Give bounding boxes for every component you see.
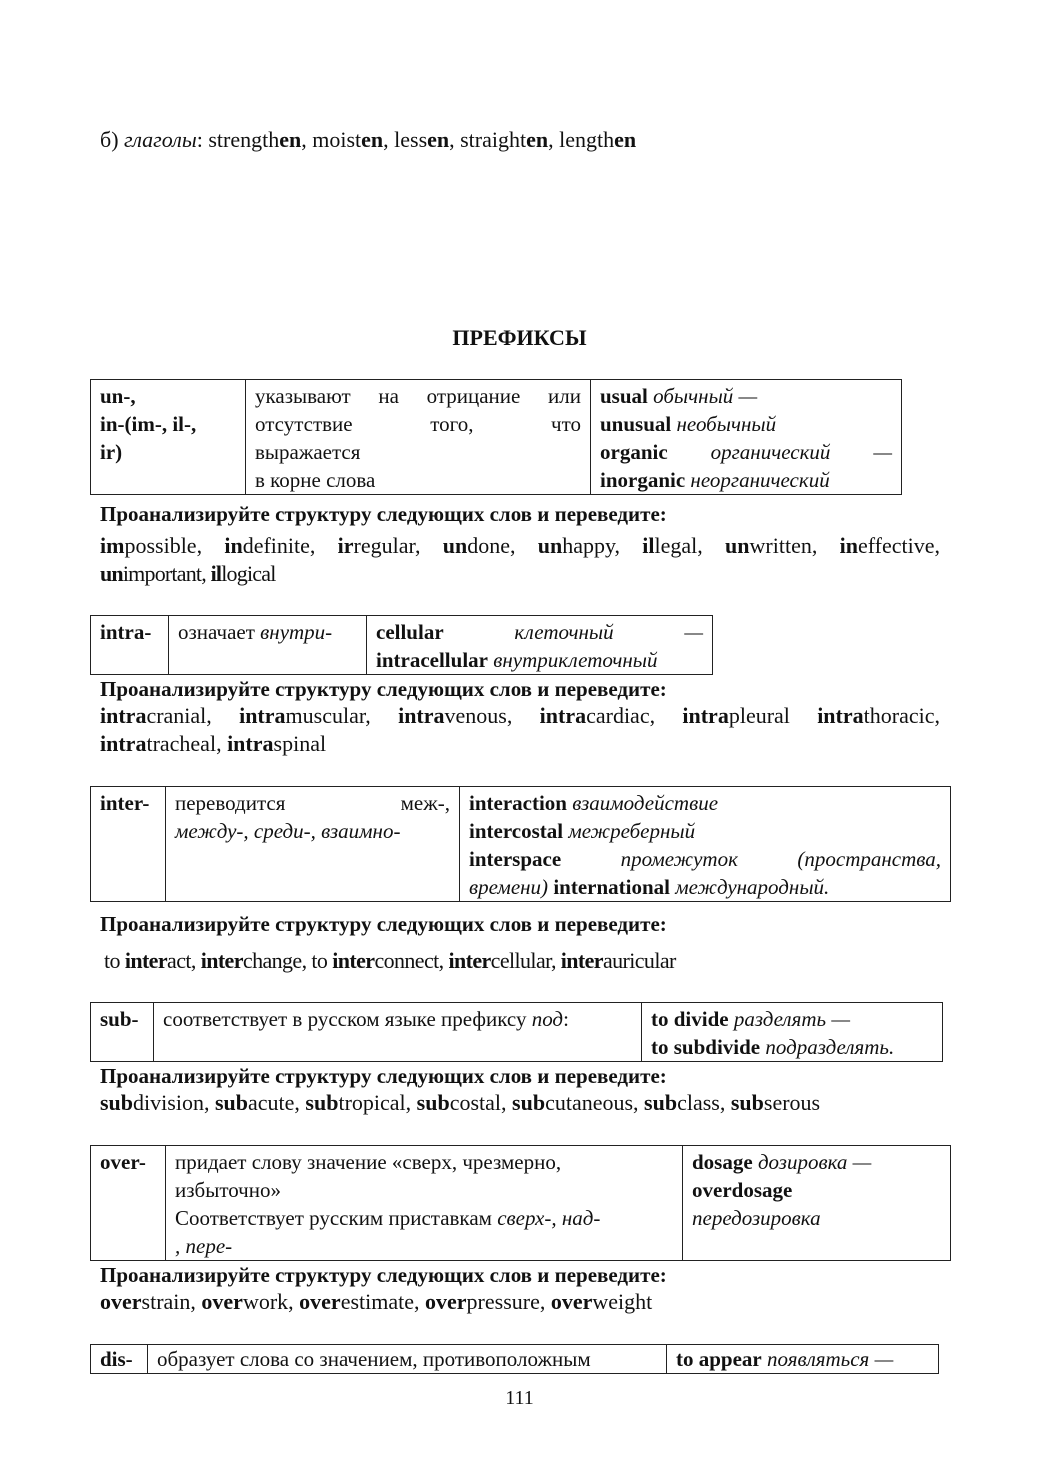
bold-fragment: usual [600,384,648,408]
text-line [175,1176,673,1204]
prefix-table-sub [90,1002,943,1062]
text-line [376,646,703,674]
text-fragment: pleural [728,703,818,728]
text-fragment: pressure, [466,1289,551,1314]
prefix-line: un-, [100,384,136,408]
bold-fragment: ir [337,533,354,558]
instruction-heading: Проанализируйте структуру следующих слов и переведите: [100,1064,667,1088]
intro-line [100,126,636,154]
bold-fragment: en [361,127,384,152]
bold-fragment: sub [305,1090,339,1115]
bold-fragment: sub [730,1090,764,1115]
prefix-cell: intra- [91,616,169,675]
examples-cell [367,616,713,675]
bold-fragment: intra [817,703,864,728]
bold-fragment: il [210,561,222,586]
examples-cell [683,1146,951,1261]
text-fragment: в корне слова [255,468,376,492]
text-fragment: cardiac, [586,703,683,728]
text-fragment: : strength [196,127,280,152]
text-fragment: important, [122,561,211,586]
italic-fragment: международный. [669,875,830,899]
text-fragment: estimate, [340,1289,426,1314]
text-line [651,1005,933,1033]
text-fragment: weight [592,1289,653,1314]
italic-fragment: передозировка [692,1206,821,1230]
bold-fragment: dosage [692,1150,753,1174]
text-fragment: , length [548,127,615,152]
bold-fragment: organic [600,440,668,464]
word-list [100,1288,652,1316]
text-line [178,618,357,646]
text-fragment: thoracic, [863,703,940,728]
text-fragment: придает слову значение «сверх, чрезмерно, [175,1150,562,1174]
text-line [651,1033,933,1061]
instruction-heading: Проанализируйте структуру следующих слов и переведите: [100,502,667,526]
prefix-text: in-(im-, il-, [100,412,197,436]
text-line [255,382,581,410]
text-line [100,1288,652,1316]
bold-fragment: intra [539,703,587,728]
bold-fragment: in [839,533,858,558]
prefix-line: ir) [100,440,123,464]
prefix-table-un [90,379,902,495]
bold-fragment: en [427,127,450,152]
text-fragment: cellular, [490,948,561,973]
text-line [163,1005,632,1033]
bold-fragment: un [537,533,563,558]
text-line [692,1148,941,1176]
text-fragment: written, [749,533,840,558]
bold-fragment: international [553,875,670,899]
text-fragment: отсутствие того, что [255,412,581,436]
italic-fragment: появляться — [761,1347,894,1371]
text-fragment: , less [383,127,428,152]
bold-fragment: over [550,1289,593,1314]
italic-fragment: подразделять. [760,1035,895,1059]
text-line [600,382,892,410]
text-line [255,466,581,494]
text-fragment: regular, [353,533,443,558]
bold-fragment: sub [416,1090,450,1115]
meaning-cell [154,1003,642,1062]
prefix-cell: dis- [91,1345,148,1374]
bold-fragment: intercostal [469,819,564,843]
word-list [100,702,940,758]
text-line [692,1176,941,1204]
text-line [157,1345,657,1373]
text-fragment: , moist [301,127,362,152]
italic-fragment: между-, среди-, взаимно- [175,819,401,843]
word-list [100,1089,820,1117]
bold-fragment: inorganic [600,468,686,492]
bold-fragment: over [100,1289,142,1314]
italic-fragment: глаголы [124,127,197,152]
text-line [100,532,940,560]
text-line [469,845,941,873]
page-title: ПРЕФИКСЫ [452,325,587,350]
bold-fragment: over [299,1289,341,1314]
italic-fragment: сверх-, над- [497,1206,601,1230]
meaning-cell [166,1146,683,1261]
text-line [376,618,703,646]
text-fragment: переводится меж-, [175,791,450,815]
text-fragment: cutaneous, [545,1090,645,1115]
bold-fragment: intra [100,731,147,756]
italic-fragment: промежуток (пространства, [561,847,941,871]
text-fragment: muscular, [285,703,399,728]
bold-fragment: intra [100,703,147,728]
text-fragment: избыточно» [175,1178,281,1202]
text-fragment: spinal [273,731,327,756]
bold-fragment: interspace [469,847,562,871]
text-fragment: division, [133,1090,215,1115]
bold-fragment: inter [332,948,375,973]
meaning-cell [166,787,460,902]
italic-fragment: под [531,1007,564,1031]
text-fragment: auricular [602,948,676,973]
bold-fragment: un [442,533,468,558]
meaning-cell [246,380,591,495]
bold-fragment: in [224,533,243,558]
bold-fragment: im [100,533,125,558]
italic-fragment: взаимодействие [566,791,719,815]
bold-fragment: intra [227,731,274,756]
italic-fragment: , пере- [175,1234,233,1258]
bold-fragment: en [526,127,549,152]
prefix-cell [91,380,246,495]
text-fragment: work, [242,1289,300,1314]
text-fragment: act, [167,948,201,973]
italic-fragment: межреберный [563,819,696,843]
text-fragment: образует слова со значением, противоположным [157,1347,591,1371]
italic-fragment: органический — [667,440,892,464]
bold-fragment: intra [682,703,729,728]
text-line [255,410,581,438]
text-fragment: tracheal, [146,731,228,756]
instruction-heading: Проанализируйте структуру следующих слов и переведите: [100,677,667,701]
bold-fragment: overdosage [692,1178,793,1202]
prefix-table-over [90,1145,951,1261]
text-line [100,1089,820,1117]
text-fragment: definite, [242,533,338,558]
meaning-cell [169,616,367,675]
italic-fragment: неорганический [685,468,830,492]
text-fragment: acute, [248,1090,306,1115]
text-fragment: strain, [141,1289,202,1314]
bold-fragment: sub [214,1090,248,1115]
instruction-heading: Проанализируйте структуру следующих слов и переведите: [100,912,667,936]
bold-fragment: en [279,127,302,152]
text-fragment: б) [100,127,125,152]
prefix-cell: over- [91,1146,166,1261]
bold-fragment: to appear [676,1347,762,1371]
text-fragment: costal, [449,1090,513,1115]
text-fragment: logical [221,561,276,586]
text-fragment: done, [467,533,538,558]
text-fragment: serous [763,1090,821,1115]
bold-fragment: cellular [376,620,444,644]
text-line [469,873,941,901]
bold-fragment: intra [239,703,286,728]
prefix-line [100,410,236,438]
prefix-table-intra [90,615,713,675]
text-line [600,438,892,466]
examples-cell [460,787,951,902]
italic-fragment: дозировка — [752,1150,872,1174]
bold-fragment: inter [124,948,168,973]
examples-cell [642,1003,943,1062]
bold-fragment: en [614,127,637,152]
text-line [175,1232,673,1260]
text-line [100,702,940,730]
bold-fragment: sub [512,1090,546,1115]
bold-fragment: intracellular [376,648,488,672]
bold-fragment: inter [560,948,603,973]
text-line [100,730,940,758]
bold-fragment: sub [100,1090,134,1115]
italic-fragment: внутриклеточный [487,648,658,672]
text-fragment: tropical, [338,1090,417,1115]
prefix-table-inter [90,786,951,902]
text-fragment: change, to [242,948,333,973]
bold-fragment: un [725,533,750,558]
italic-fragment: необычный [671,412,777,436]
text-line [676,1345,929,1373]
text-fragment: соответствует в русском языке префиксу [163,1007,532,1031]
text-fragment: class, [677,1090,731,1115]
text-fragment: cranial, [146,703,240,728]
text-line [469,789,941,817]
text-fragment: указывают на отрицание или [255,384,581,408]
text-line [104,947,676,975]
bold-fragment: to divide [651,1007,729,1031]
bold-fragment: unusual [600,412,672,436]
bold-fragment: interaction [469,791,567,815]
bold-fragment: to subdivide [651,1035,761,1059]
prefix-cell: sub- [91,1003,154,1062]
text-fragment: venous, [444,703,540,728]
italic-fragment: клеточный — [443,620,703,644]
bold-fragment: un [100,561,123,586]
text-line [600,410,892,438]
prefix-cell: inter- [91,787,166,902]
bold-fragment: sub [644,1090,678,1115]
text-line [175,1204,673,1232]
meaning-cell [148,1345,667,1374]
text-line [100,560,940,588]
word-list [104,947,676,975]
italic-fragment: внутри- [260,620,333,644]
text-fragment: possible, [124,533,225,558]
prefix-table-dis [90,1344,939,1374]
page-number: 111 [505,1387,534,1409]
word-list [100,532,940,588]
text-line [255,438,581,466]
examples-cell [667,1345,939,1374]
text-line [175,817,450,845]
text-fragment: означает [178,620,261,644]
examples-cell [591,380,902,495]
italic-fragment: обычный — [647,384,758,408]
bold-fragment: over [425,1289,467,1314]
text-line [469,817,941,845]
text-line [692,1204,941,1232]
bold-fragment: over [201,1289,243,1314]
text-line [175,789,450,817]
bold-fragment: intra [398,703,445,728]
text-fragment: : [563,1007,569,1031]
bold-fragment: inter [200,948,243,973]
text-fragment: , straight [449,127,527,152]
text-fragment: выражается [255,440,361,464]
bold-fragment: il [642,533,655,558]
text-fragment: to [104,948,125,973]
text-fragment: connect, [374,948,449,973]
text-fragment: effective, [857,533,940,558]
text-fragment: legal, [654,533,726,558]
instruction-heading: Проанализируйте структуру следующих слов и переведите: [100,1263,667,1287]
italic-fragment: времени) [469,875,554,899]
bold-fragment: inter [448,948,491,973]
text-line [175,1148,673,1176]
italic-fragment: разделять — [728,1007,850,1031]
text-fragment: happy, [562,533,643,558]
text-fragment: Соответствует русским приставкам [175,1206,498,1230]
text-line [600,466,892,494]
